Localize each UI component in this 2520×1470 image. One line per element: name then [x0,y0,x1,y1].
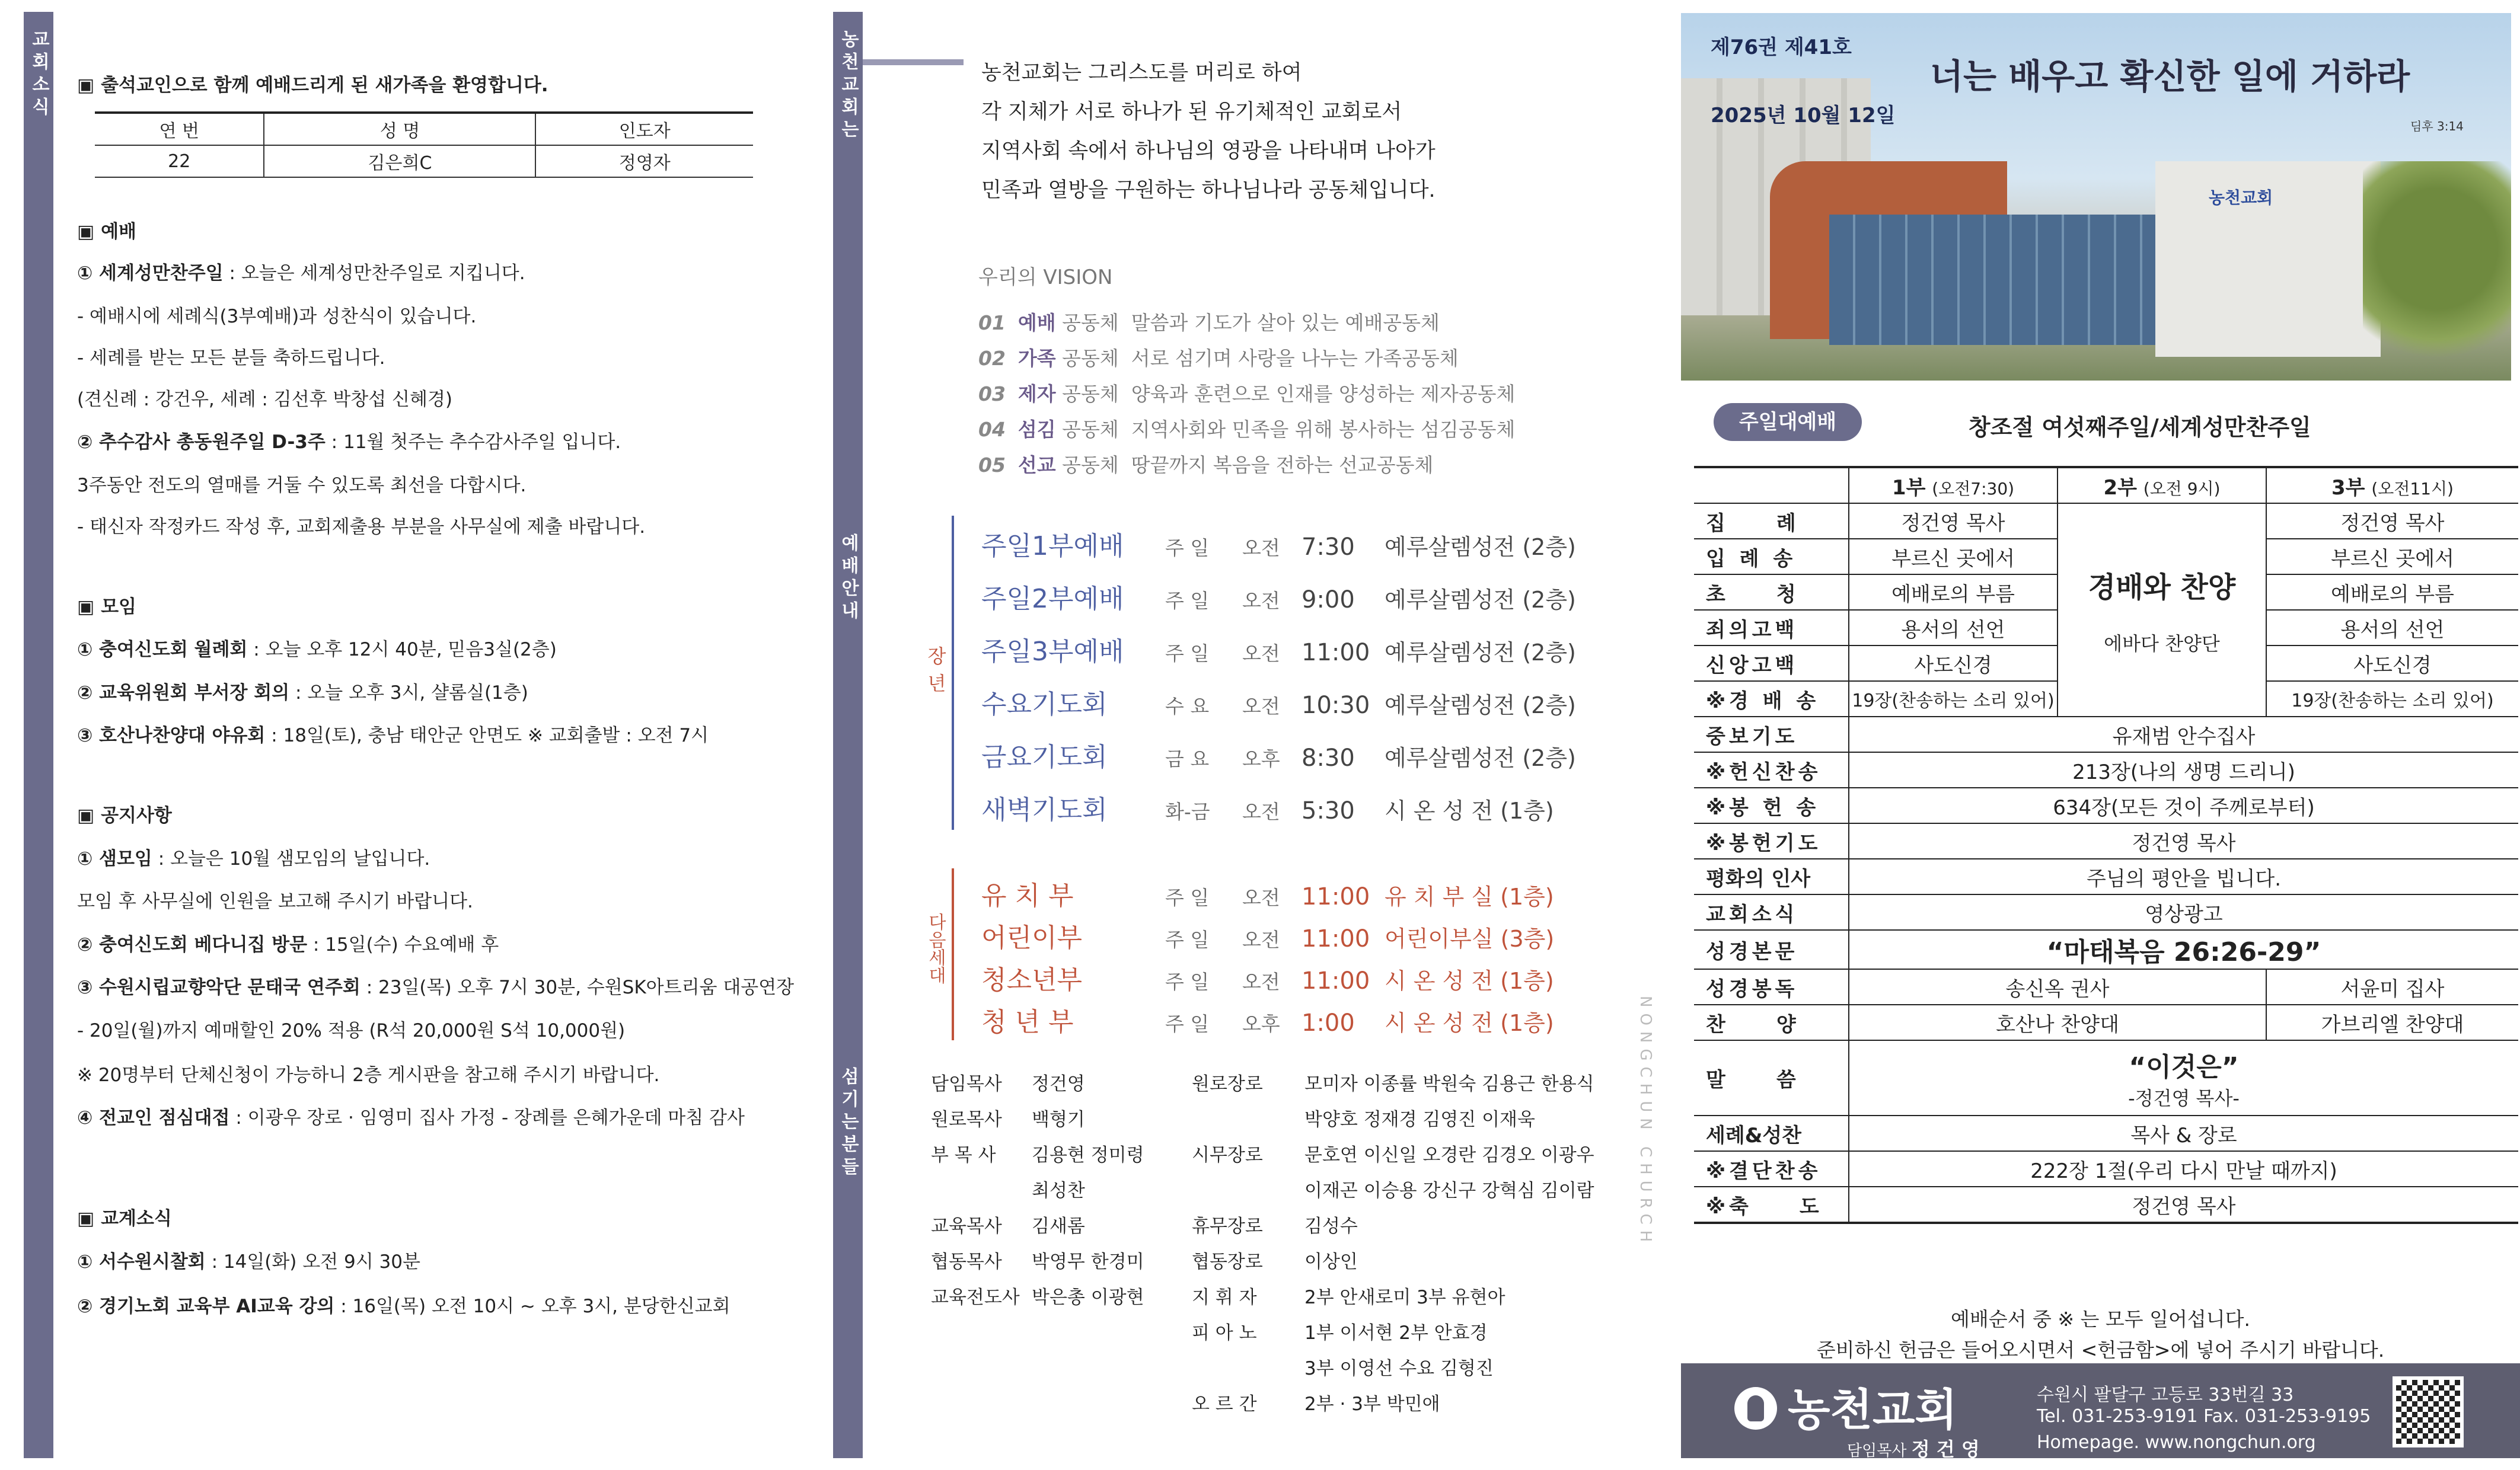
vision-item: 01 예배 공동체 말씀과 기도가 살아 있는 예배공동체 [978,311,1440,334]
list-item: ※ 20명부터 단체신청이 가능하니 2층 게시판을 참고해 주시기 바랍니다. [77,1065,660,1086]
cell-first: 부르신 곳에서 [1849,539,2058,574]
list-item: (견신례 : 강건우, 세례 : 김선후 박창섭 신혜경) [77,389,452,410]
vision-item: 02 가족 공동체 서로 섬기며 사랑을 나누는 가족공동체 [978,347,1459,370]
row-label: 중보기도 [1694,717,1849,752]
row-label: 집 례 [1694,503,1849,539]
meeting-section-title: ▣ 모임 [77,596,136,618]
cover-photo [1681,13,2511,381]
vertical-church-name: NONGCHUN CHURCH [1637,996,1654,1248]
motto: 너는 배우고 확신한 일에 거하라 [1930,56,2410,97]
row-label: 입 례 송 [1694,539,1849,574]
list-item: ④ 전교인 점심대접 : 이광우 장로 · 임영미 집사 가정 - 장례를 은혜가운데 마침 감사 [77,1107,745,1129]
praise-cell [2058,503,2266,717]
row-label: 세례&성찬 [1694,1116,1849,1151]
row-label: ※봉헌기도 [1694,823,1849,859]
vision-item: 05 선교 공동체 땅끝까지 복음을 전하는 선교공동체 [978,453,1434,477]
welcome-cell: 김은희C [264,145,535,177]
staff-row: 교육목사 김새롬 [931,1216,1085,1237]
mission-line: 지역사회 속에서 하나님의 영광을 나타내며 나아가 [981,139,1436,163]
praise-title: 경배와 찬양 [2088,570,2236,604]
service-row: 주일3부예배 주 일 오전 11:00 예루살렘성전 (2층) [981,637,1576,667]
staff-row: 이재곤 이승용 강신구 강혁심 김이람 [1304,1180,1594,1201]
header-third-service: 3부 (오전11시) [2266,467,2518,503]
service-row: 새벽기도회 화-금 오전 5:30 시 온 성 전 (1층) [981,795,1554,825]
mission-line: 농천교회는 그리스도를 머리로 하여 [981,61,1302,85]
list-item: ② 추수감사 총동원주일 D-3주 : 11월 첫주는 추수감사주일 입니다. [77,432,621,453]
table-row [1694,1040,2518,1116]
mission-statement [981,53,1634,210]
cell-value: 222장 1절(우리 다시 만날 때까지) [1849,1151,2518,1187]
church-footer [1681,1363,2520,1461]
staff-row: 3부 이영선 수요 김형진 [1304,1358,1494,1379]
list-item: 3주동안 전도의 열매를 거둘 수 있도록 최선을 다합시다. [77,475,527,496]
staff-row: 박양호 정재경 김영진 이재욱 [1304,1109,1535,1130]
cell-third: 사도신경 [2266,645,2518,681]
accent-bar [863,59,964,65]
scripture-value: “마태복음 26:26-29” [1849,930,2518,969]
welcome-title: ▣ 출석교인으로 함께 예배드리게 된 새가족을 환영합니다. [77,75,548,96]
table-row [1694,1116,2518,1151]
table-header [1694,467,2518,503]
row-label: ※봉 헌 송 [1694,788,1849,823]
table-row [1694,894,2518,930]
row-label: 말 씀 [1694,1040,1849,1116]
welcome-cell: 정영자 [535,145,753,177]
welcome-table [95,111,753,178]
cell-value: 정건영 목사 [1849,1187,2518,1223]
church-homepage: Homepage. www.nongchun.org [2037,1432,2316,1453]
service-row: 청소년부 주 일 오전 11:00 시 온 성 전 (1층) [981,965,1554,995]
offering-note: 준비하신 헌금은 들어오시면서 <헌금함>에 넣어 주시기 바랍니다. [1816,1338,2385,1362]
cell-value: 호산나 찬양대 [1849,1005,2266,1040]
row-label: ※결단찬송 [1694,1151,1849,1187]
service-row: 주일1부예배 주 일 오전 7:30 예루살렘성전 (2층) [981,531,1576,561]
list-item: ② 충여신도회 베다니집 방문 : 15일(수) 수요예배 후 [77,934,499,956]
presbytery-section-title: ▣ 교계소식 [77,1208,172,1229]
service-row: 수요기도회 수 요 오전 10:30 예루살렘성전 (2층) [981,689,1576,720]
header-second-service: 2부 (오전 9시) [2058,467,2266,503]
vision-item: 04 섬김 공동체 지역사회와 민족을 위해 봉사하는 섬김공동체 [978,418,1516,441]
table-row [1694,503,2518,539]
notice-section-title: ▣ 공지사항 [77,805,172,826]
table-row [1694,788,2518,823]
cell-value: 213장(나의 생명 드리니) [1849,752,2518,788]
cell-third: 예배로의 부름 [2266,574,2518,610]
list-item: ① 서수원시찰회 : 14일(화) 오전 9시 30분 [77,1251,420,1273]
cell-first: 19장(찬송하는 소리 있어) [1849,681,2058,717]
row-label: 평화의 인사 [1694,859,1849,894]
row-label: 찬 양 [1694,1005,1849,1040]
service-row: 유 치 부 주 일 오전 11:00 유 치 부 실 (1층) [981,881,1554,911]
list-item: ② 경기노회 교육부 AI교육 강의 : 16일(목) 오전 10시 ~ 오후 3시, 분당한신교회 [77,1296,731,1317]
cell-value: 영상광고 [1849,894,2518,930]
welcome-header: 인도자 [535,113,753,145]
cell-value: 송신옥 권사 [1849,969,2266,1005]
list-item: ② 교육위원회 부서장 회의 : 오늘 오후 3시, 샬롬실(1층) [77,682,528,704]
list-item: ① 세계성만찬주일 : 오늘은 세계성만찬주일로 지킵니다. [77,263,525,284]
tab-serving: 섬기는분들 [833,1049,863,1458]
motto-reference: 딤후 3:14 [2410,119,2464,133]
worship-section-title: ▣ 예배 [77,221,136,242]
cell-first: 사도신경 [1849,645,2058,681]
tab-church-news: 교회소식 [24,12,53,1458]
cell-value: 주님의 평안을 빕니다. [1849,859,2518,894]
header-blank [1694,467,1849,503]
staff-row: 교육전도사 박은총 이광현 [931,1287,1144,1308]
church-building-white [2155,161,2381,357]
staff-row: 휴무장로 김성수 [1192,1216,1358,1237]
service-badge: 주일대예배 [1714,403,1862,441]
next-gen-label: 다음세대 [925,913,946,984]
row-label: 신앙고백 [1694,645,1849,681]
cell-first: 예배로의 부름 [1849,574,2058,610]
church-address: 수원시 팔달구 고등로 33번길 33 [2037,1385,2294,1405]
table-row [1694,823,2518,859]
list-item: ③ 호산나찬양대 야유회 : 18일(토), 충남 태안군 안면도 ※ 교회출발 : 오전 7시 [77,725,709,746]
welcome-header: 성 명 [264,113,535,145]
welcome-header: 연 번 [95,113,264,145]
sermon-cell [1849,1040,2518,1116]
church-building-glass [1829,215,2185,345]
list-item: - 예배시에 세례식(3부예배)과 성찬식이 있습니다. [77,306,477,327]
order-of-worship-table [1694,466,2518,1224]
church-logo-icon [1734,1387,1777,1430]
service-title: 창조절 여섯째주일/세계성만찬주일 [1969,414,2311,440]
standing-note: 예배순서 중 ※ 는 모두 일어섭니다. [1950,1308,2250,1331]
staff-row: 협동목사 박영무 한경미 [931,1251,1144,1273]
list-item: - 태신자 작정카드 작성 후, 교회제출용 부분을 사무실에 제출 바랍니다. [77,516,646,538]
vision-item: 03 제자 공동체 양육과 훈련으로 인재를 양성하는 제자공동체 [978,382,1516,405]
service-row: 주일2부예배 주 일 오전 9:00 예루살렘성전 (2층) [981,584,1576,614]
staff-row: 담임목사 정건영 [931,1073,1085,1095]
list-item: ③ 수원시립교향악단 문태국 연주회 : 23일(목) 오후 7시 30분, 수원SK아트리움 대공연장 [77,977,795,998]
row-label: 성경본문 [1694,930,1849,969]
trees [2363,161,2511,381]
praise-team: 에바다 찬양단 [2104,632,2220,655]
sermon-preacher: -정건영 목사- [2128,1086,2240,1110]
cell-first: 용서의 선언 [1849,610,2058,645]
table-row [1694,969,2518,1005]
header-first-service: 1부 (오전7:30) [1849,467,2058,503]
table-row [1694,930,2518,969]
next-gen-divider [952,868,954,1040]
staff-row: 최성찬 [1032,1180,1085,1201]
staff-row: 시무장로 문호연 이신일 오경란 김경오 이광우 [1192,1145,1594,1166]
row-label: 성경봉독 [1694,969,1849,1005]
vision-title: 우리의 VISION [978,266,1113,289]
cell-first: 정건영 목사 [1849,503,2058,539]
list-item: 모임 후 사무실에 인원을 보고해 주시기 바랍니다. [77,891,473,912]
mission-line: 각 지체가 서로 하나가 된 유기체적인 교회로서 [981,100,1402,124]
list-item: ① 충여신도회 월례회 : 오늘 오후 12시 40분, 믿음3실(2층) [77,639,557,660]
service-row: 금요기도회 금 요 오후 8:30 예루살렘성전 (2층) [981,742,1576,772]
volume-number: 제76권 제41호 [1711,36,1852,59]
row-label: ※축 도 [1694,1187,1849,1223]
row-label: 초 청 [1694,574,1849,610]
tab-about: 농천교회는 [833,12,863,516]
cell-third: 부르신 곳에서 [2266,539,2518,574]
issue-date: 2025년 10월 12일 [1711,104,1896,127]
welcome-cell: 22 [95,145,264,177]
service-row: 청 년 부 주 일 오후 1:00 시 온 성 전 (1층) [981,1007,1554,1037]
cell-value: 서윤미 집사 [2266,969,2518,1005]
cell-value: 634장(모든 것이 주께로부터) [1849,788,2518,823]
list-item: ① 샘모임 : 오늘은 10월 샘모임의 날입니다. [77,848,430,870]
service-row: 어린이부 주 일 오전 11:00 어린이부실 (3층) [981,923,1555,953]
staff-row: 원로목사 백형기 [931,1109,1085,1130]
table-row [1694,1005,2518,1040]
list-item: - 세례를 받는 모든 분들 축하드립니다. [77,347,385,369]
cell-third: 정건영 목사 [2266,503,2518,539]
adult-divider [952,516,954,830]
table-row [1694,859,2518,894]
staff-row: 부 목 사 김용현 정미령 [931,1145,1144,1166]
cell-third: 용서의 선언 [2266,610,2518,645]
table-row [1694,717,2518,752]
church-phone: Tel. 031-253-9191 Fax. 031-253-9195 [2037,1406,2371,1427]
row-label: 죄의고백 [1694,610,1849,645]
list-item: - 20일(월)까지 예매할인 20% 적용 (R석 20,000원 S석 10,000원) [77,1020,626,1041]
staff-row: 오 르 간 2부 · 3부 박민애 [1192,1394,1440,1415]
church-sign: 농천교회 [2209,188,2273,207]
staff-row: 협동장로 이상인 [1192,1251,1358,1273]
staff-row: 원로장로 모미자 이종률 박원숙 김용근 한용식 [1192,1073,1594,1095]
cell-value: 목사 & 장로 [1849,1116,2518,1151]
adult-label: 장년 [924,646,947,701]
church-name: 농천교회 [1788,1385,1957,1436]
vision-list [978,305,1515,483]
cell-third: 19장(찬송하는 소리 있어) [2266,681,2518,717]
staff-row: 지 휘 자 2부 안새로미 3부 유현아 [1192,1287,1505,1308]
cell-value: 유재범 안수집사 [1849,717,2518,752]
qr-code-icon [2393,1376,2464,1447]
table-row [1694,752,2518,788]
mission-line: 민족과 열방을 구원하는 하나님나라 공동체입니다. [981,178,1436,202]
table-row [1694,1187,2518,1223]
table-row [1694,1151,2518,1187]
sermon-title: “이것은” [2129,1052,2239,1082]
row-label: ※경 배 송 [1694,681,1849,717]
cell-value: 정건영 목사 [1849,823,2518,859]
row-label: 교회소식 [1694,894,1849,930]
staff-row: 피 아 노 1부 이서현 2부 안효경 [1192,1322,1488,1344]
cell-value: 가브리엘 찬양대 [2266,1005,2518,1040]
pastor-line: 담임목사 정 건 영 [1847,1438,1980,1461]
tab-worship-guide: 예배안내 [833,516,863,1049]
row-label: ※헌신찬송 [1694,752,1849,788]
